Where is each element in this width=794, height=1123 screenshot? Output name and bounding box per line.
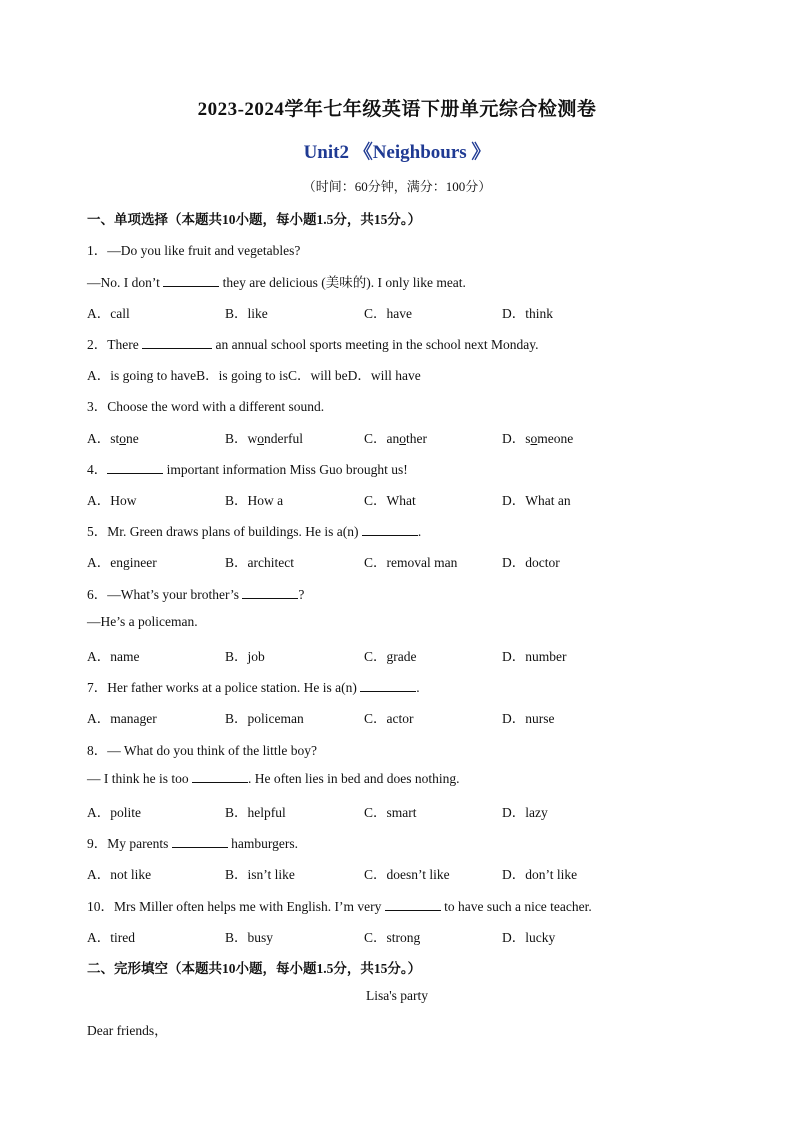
passage-title: Lisa's party: [365, 988, 429, 1003]
question-6-option-a: A．name: [87, 649, 140, 664]
answer-blank: [192, 770, 248, 783]
question-1-stem-b: [87, 271, 466, 291]
question-4-stem: [87, 458, 408, 478]
underlined-letter: o: [257, 431, 265, 446]
question-5-option-c: C．removal man: [364, 555, 458, 570]
question-7-text-pre: 7．Her father works at a police station. He is a(n): [87, 680, 361, 695]
question-1-option-b: B．like: [225, 306, 268, 321]
question-8-stem-b: [87, 770, 459, 787]
question-8-option-b: B．helpful: [225, 805, 286, 820]
question-9-text-pre: 9．My parents: [87, 836, 172, 851]
question-6-option-b: B．job: [225, 649, 265, 664]
question-9-stem: [87, 832, 298, 852]
question-5-option-b: B．architect: [225, 555, 294, 570]
option-text: ther: [406, 431, 427, 446]
question-5-option-a: A．engineer: [87, 555, 157, 570]
question-7-text-post: .: [416, 680, 420, 695]
answer-blank: [172, 835, 228, 848]
question-3-option-a: [87, 427, 139, 447]
question-4-text-pre: 4．: [87, 462, 108, 477]
answer-blank: [360, 679, 416, 692]
question-4-option-c: C．What: [364, 493, 416, 508]
question-5-text-pre: 5．Mr. Green draws plans of buildings. He is a(n): [87, 524, 362, 539]
option-text: D．s: [502, 431, 531, 446]
question-10-text-pre: 10．Mrs Miller often helps me with English. I’m very: [87, 899, 385, 914]
question-2-options: A．is going to haveB．is going to isC．will beD．will have: [87, 368, 421, 383]
option-text: C．an: [364, 431, 400, 446]
question-1-stem: 1．—Do you like fruit and vegetables?: [87, 243, 301, 258]
unit-subtitle: Unit2 《Neighbours 》: [303, 142, 491, 163]
question-1-text-pre: —No. I don’t: [87, 275, 164, 290]
question-1-option-c: C．have: [364, 306, 412, 321]
option-text: ne: [126, 431, 139, 446]
time-info: （时间：60分钟，满分：100分）: [302, 179, 492, 194]
question-2-stem: [87, 333, 539, 353]
answer-blank: [385, 898, 441, 911]
question-1-option-a: A．call: [87, 306, 130, 321]
question-4-option-d: D．What an: [502, 493, 571, 508]
question-5-text-post: .: [417, 524, 422, 539]
question-8-option-d: D．lazy: [502, 805, 548, 820]
question-8-option-a: A．polite: [87, 805, 141, 820]
question-10-option-b: B．busy: [225, 930, 274, 945]
question-10-option-c: C．strong: [364, 930, 421, 945]
question-8-stem: 8．— What do you think of the little boy?: [87, 743, 317, 758]
section-heading-cloze: 二、完形填空（本题共10小题，每小题1.5分，共15分。）: [87, 961, 422, 976]
question-4-option-a: A．How: [87, 493, 137, 508]
question-9-option-c: C．doesn’t like: [364, 867, 450, 882]
question-9-option-d: D．don’t like: [502, 867, 578, 882]
question-6-option-d: D．number: [502, 649, 567, 664]
question-3-option-d: [502, 427, 573, 447]
question-7-option-c: C．actor: [364, 711, 414, 726]
question-5-option-d: D．doctor: [502, 555, 560, 570]
question-7-option-d: D．nurse: [502, 711, 555, 726]
question-9-option-b: B．isn’t like: [225, 867, 295, 882]
underlined-letter: o: [399, 431, 406, 446]
question-10-stem: [87, 895, 592, 915]
question-7-option-a: A．manager: [87, 711, 157, 726]
question-10-option-d: D．lucky: [502, 930, 556, 945]
question-6-text-pre: 6．—What’s your brother’s: [87, 587, 243, 602]
question-7-stem: [87, 676, 420, 696]
answer-blank: [142, 336, 212, 349]
question-3-stem: 3．Choose the word with a different sound.: [87, 399, 325, 414]
option-text: A．st: [87, 431, 120, 446]
option-text: meone: [537, 431, 574, 446]
underlined-letter: o: [530, 431, 538, 446]
question-10-text-post: to have such a nice teacher.: [440, 899, 592, 914]
question-1-option-d: D．think: [502, 306, 554, 321]
question-1-text-post: they are delicious (美味的). I only like meat.: [219, 275, 466, 290]
question-6-stem: [87, 583, 304, 603]
question-3-option-c: [364, 427, 427, 447]
question-2-text-post: an annual school sports meeting in the school next Monday.: [212, 337, 539, 352]
question-3-option-b: [225, 427, 303, 447]
question-8-text-pre: — I think he is too: [87, 771, 192, 786]
question-4-text-post: important information Miss Guo brought us!: [163, 462, 408, 477]
question-10-option-a: A．tired: [87, 930, 135, 945]
question-8-option-c: C．smart: [364, 805, 417, 820]
question-6-stem-b: —He’s a policeman.: [87, 614, 198, 629]
option-text: B．w: [225, 431, 258, 446]
question-2-text-pre: 2．There: [87, 337, 143, 352]
underlined-letter: o: [119, 431, 127, 446]
question-5-stem: [87, 520, 421, 540]
answer-blank: [107, 461, 163, 474]
question-9-text-post: hamburgers.: [227, 836, 298, 851]
question-9-option-a: A．not like: [87, 867, 152, 882]
page-title: 2023-2024学年七年级英语下册单元综合检测卷: [197, 99, 597, 120]
question-7-option-b: B．policeman: [225, 711, 304, 726]
section-heading-single-choice: 一、单项选择（本题共10小题，每小题1.5分，共15分。）: [87, 212, 422, 227]
question-6-text-post: ?: [298, 587, 305, 602]
answer-blank: [362, 523, 418, 536]
answer-blank: [242, 586, 298, 599]
question-8-text-post: . He often lies in bed and does nothing.: [248, 771, 460, 786]
question-6-option-c: C．grade: [364, 649, 417, 664]
option-text: nderful: [264, 431, 303, 446]
question-4-option-b: B．How a: [225, 493, 284, 508]
passage-greeting: Dear friends，: [87, 1023, 168, 1038]
answer-blank: [163, 274, 219, 287]
